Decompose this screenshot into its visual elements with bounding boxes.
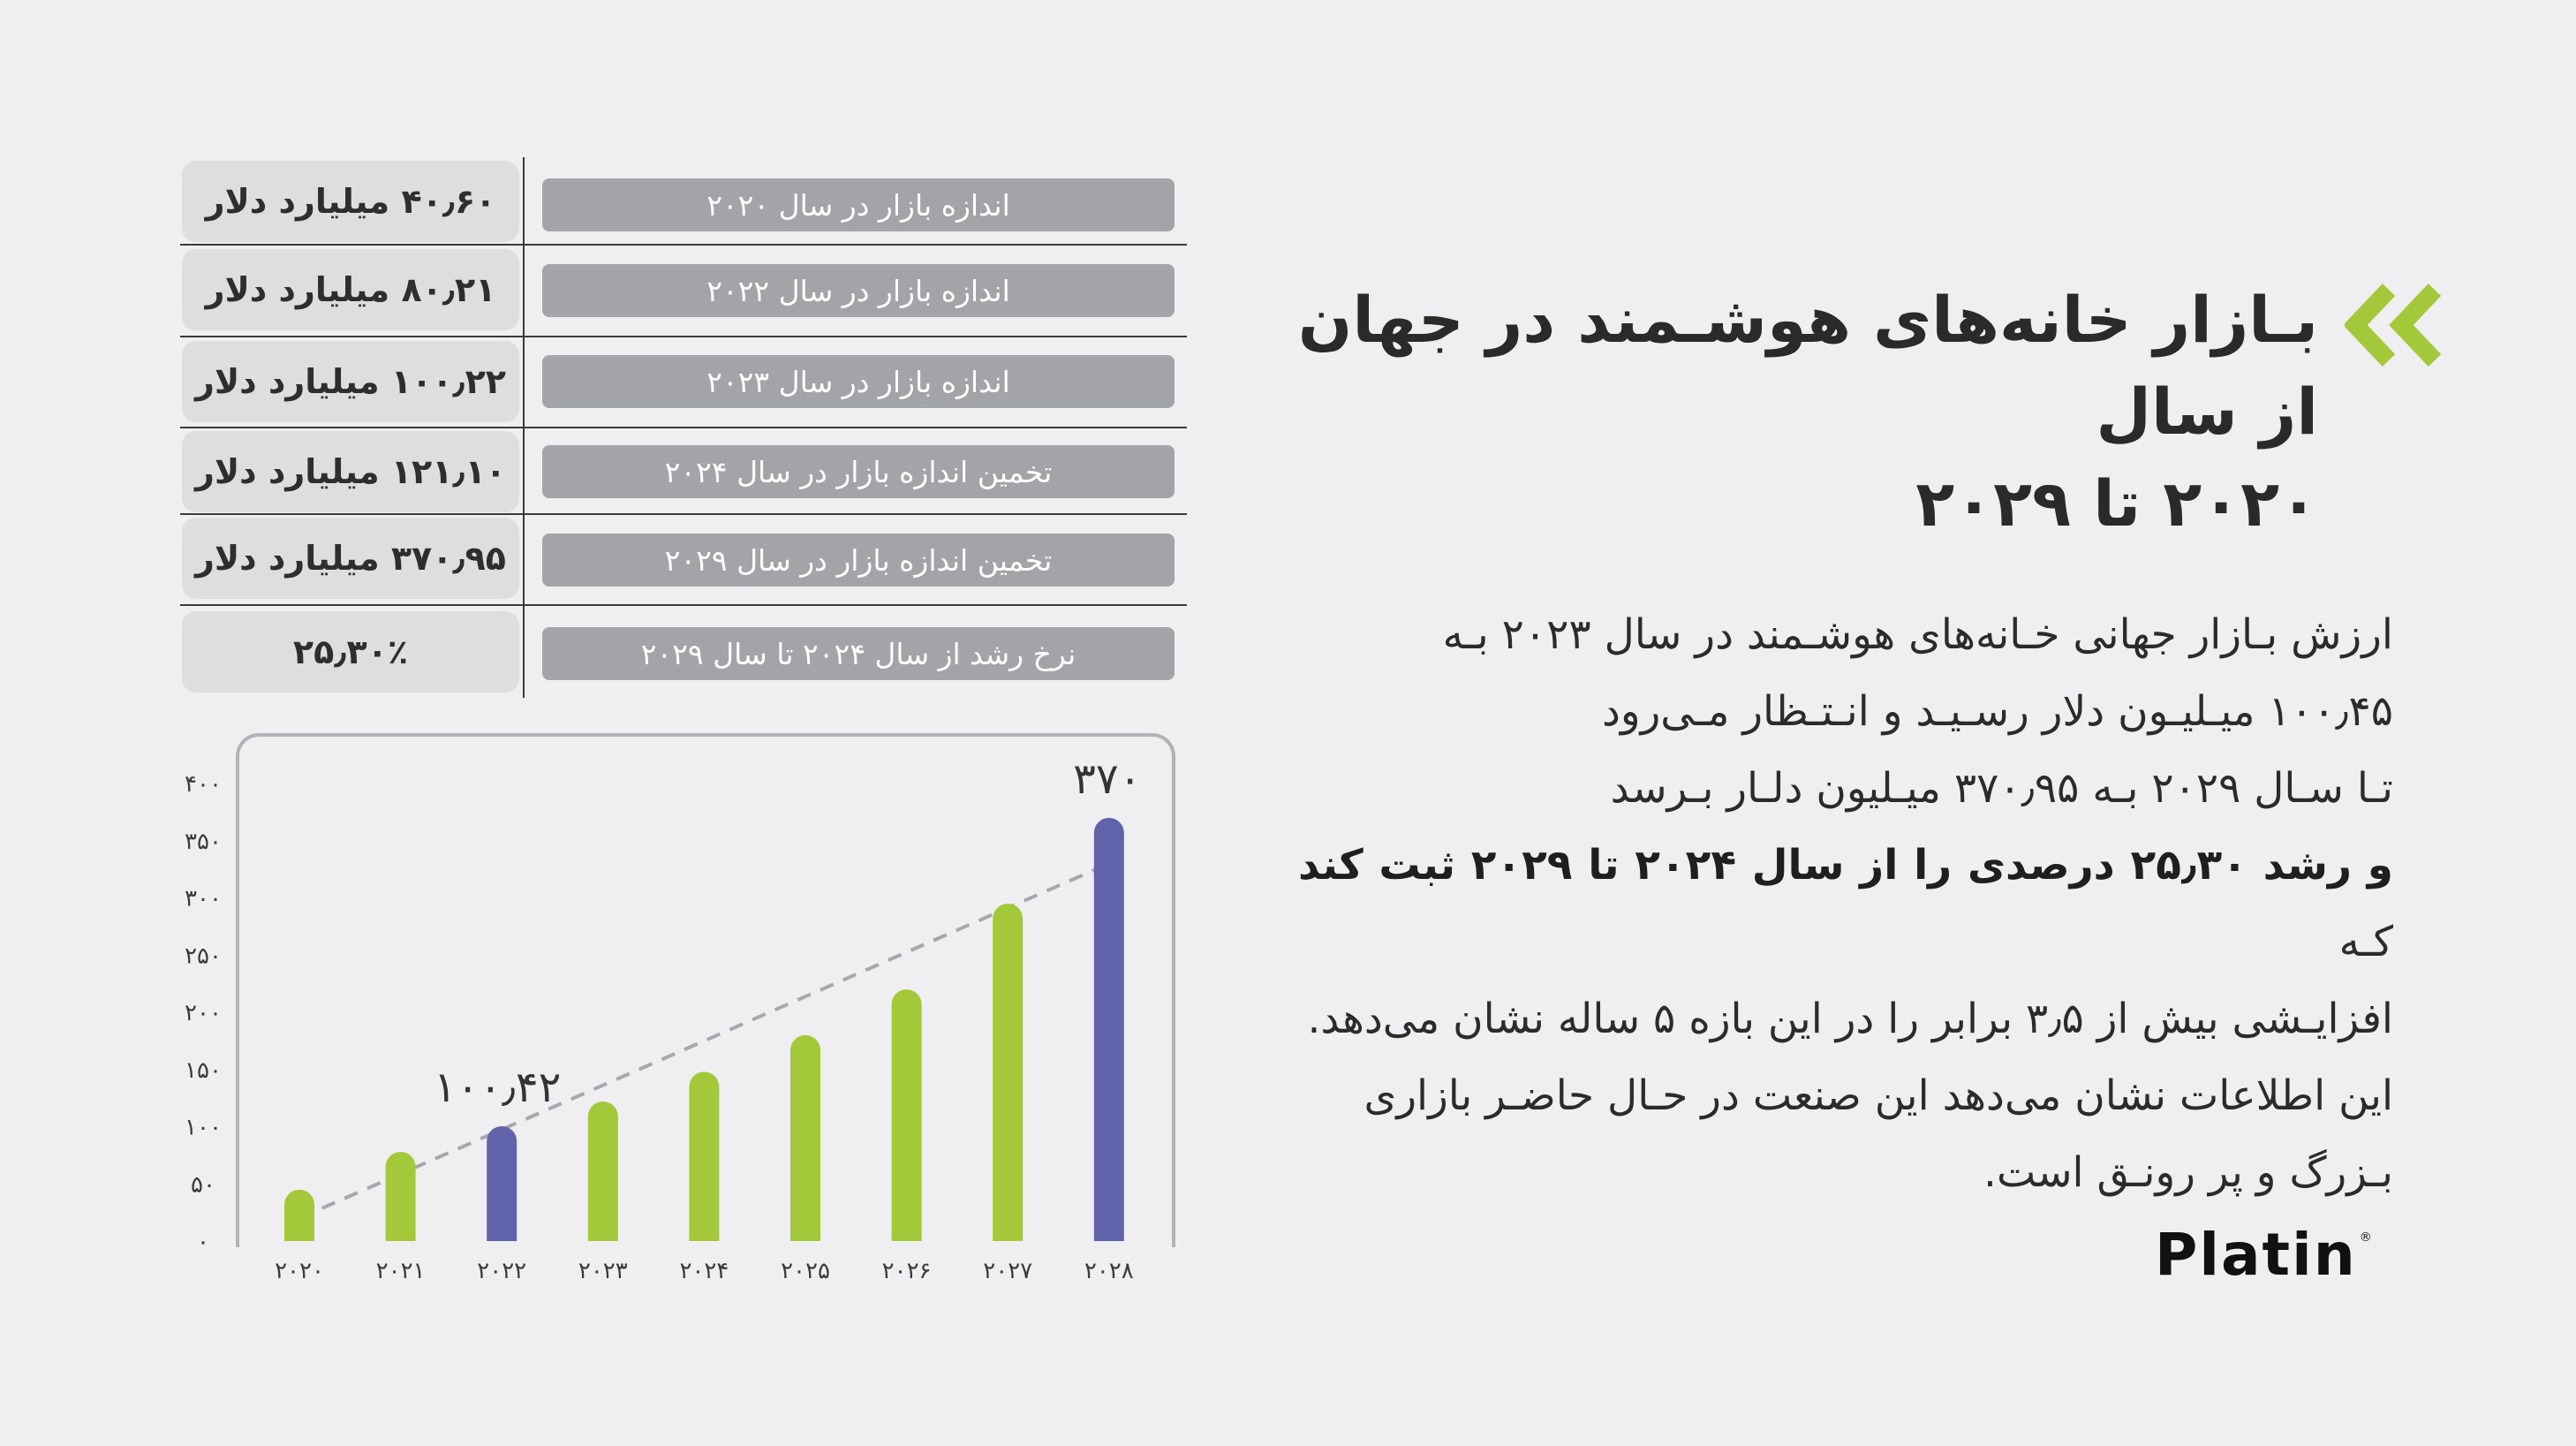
x-tick-label: ۲۰۲۴	[679, 1258, 729, 1284]
y-tick-label: ۳۵۰	[185, 828, 222, 855]
y-tick-label: ۵۰	[191, 1171, 215, 1199]
double-chevron-icon	[2345, 281, 2451, 369]
body-line: تـا سـال ۲۰۲۹ بـه ۳۷۰٫۹۵ میـلیون دلـار بـرسد	[1610, 764, 2393, 813]
x-tick-label: ۲۰۲۳	[578, 1258, 628, 1284]
y-tick-label: ۰	[197, 1229, 209, 1255]
body-line: افزایـشی بیش از ۳٫۵ برابر را در این بازه ۵ ساله نشان می‌دهد.	[1307, 995, 2393, 1043]
bar	[1094, 818, 1124, 1241]
y-tick-label: ۳۰۰	[185, 885, 222, 912]
table-row-label: اندازه بازار در سال ۲۰۲۰	[542, 178, 1175, 231]
x-tick-label: ۲۰۲۵	[781, 1258, 830, 1284]
bar	[689, 1071, 719, 1241]
table-row-value: ۱۰۰٫۲۲ میلیارد دلار	[182, 341, 519, 422]
table-row-value: ۸۰٫۲۱ میلیارد دلار	[182, 249, 519, 330]
body-line-tail: کـه	[2338, 918, 2393, 966]
platin-logo	[2155, 1220, 2393, 1289]
table-row-label: تخمین اندازه بازار در سال ۲۰۲۹	[542, 534, 1175, 587]
y-tick-label: ۲۰۰	[185, 1000, 222, 1026]
y-tick-label: ۱۰۰	[185, 1114, 222, 1141]
bar	[386, 1152, 416, 1241]
table-row-value: ۱۲۱٫۱۰ میلیارد دلار	[182, 431, 519, 512]
title-line-1: بـازار خانه‌های هوشـمند در جهان از سال	[1297, 283, 2318, 449]
x-tick-label: ۲۰۲۷	[983, 1258, 1033, 1284]
x-tick-label: ۲۰۲۸	[1084, 1258, 1134, 1284]
table-row-value: ۴۰٫۶۰ میلیارد دلار	[182, 161, 519, 242]
bar	[588, 1102, 618, 1241]
body-line: ۱۰۰٫۴۵ میـلیـون دلار رسـیـد و انـتـظار مـی‌رود	[1601, 687, 2393, 736]
x-tick-label: ۲۰۲۶	[881, 1258, 932, 1284]
table-row-label: تخمین اندازه بازار در سال ۲۰۲۴	[542, 445, 1175, 498]
table-row-value: ۳۷۰٫۹۵ میلیارد دلار	[182, 518, 519, 599]
bar-data-label: ۳۷۰	[1073, 753, 1142, 804]
x-tick-label: ۲۰۲۱	[375, 1258, 426, 1284]
logo-registered-mark: ®	[2359, 1230, 2374, 1245]
x-tick-label: ۲۰۲۰	[275, 1258, 324, 1284]
body-highlight: و رشد ۲۵٫۳۰ درصدی را از سال ۲۰۲۴ تا ۲۰۲۹ ثبت کند	[1298, 841, 2393, 890]
y-tick-label: ۱۵۰	[185, 1056, 222, 1084]
bar	[993, 904, 1023, 1241]
table-row-label: اندازه بازار در سال ۲۰۲۳	[542, 355, 1175, 408]
x-tick-label: ۲۰۲۲	[477, 1258, 527, 1284]
description-paragraph	[1298, 596, 2393, 1211]
bar	[790, 1035, 820, 1241]
table-row-label: اندازه بازار در سال ۲۰۲۲	[542, 264, 1175, 317]
body-line: بـزرگ و پر رونـق است.	[1983, 1148, 2393, 1197]
title-line-2: ۲۰۲۰ تا ۲۰۲۹	[1915, 466, 2318, 541]
bar	[892, 989, 922, 1241]
y-tick-label: ۲۵۰	[185, 943, 222, 970]
y-tick-label: ۴۰۰	[185, 771, 222, 798]
body-line: ارزش بـازار جهانی خـانه‌های هوشـمند در سال ۲۰۲۳ بـه	[1442, 610, 2393, 659]
page-title	[1289, 274, 2318, 549]
bar	[284, 1190, 314, 1241]
body-line: این اطلاعات نشان می‌دهد این صنعت در حـال حاضـر بازاری	[1364, 1071, 2393, 1120]
table-row-value: ۲۵٫۳۰٪	[182, 611, 519, 693]
logo-text: Platin	[2155, 1220, 2357, 1289]
bar	[487, 1126, 517, 1241]
table-row-label: نرخ رشد از سال ۲۰۲۴ تا سال ۲۰۲۹	[542, 627, 1175, 680]
bar-data-label: ۱۰۰٫۴۲	[433, 1062, 562, 1112]
body-line	[1298, 827, 2393, 980]
